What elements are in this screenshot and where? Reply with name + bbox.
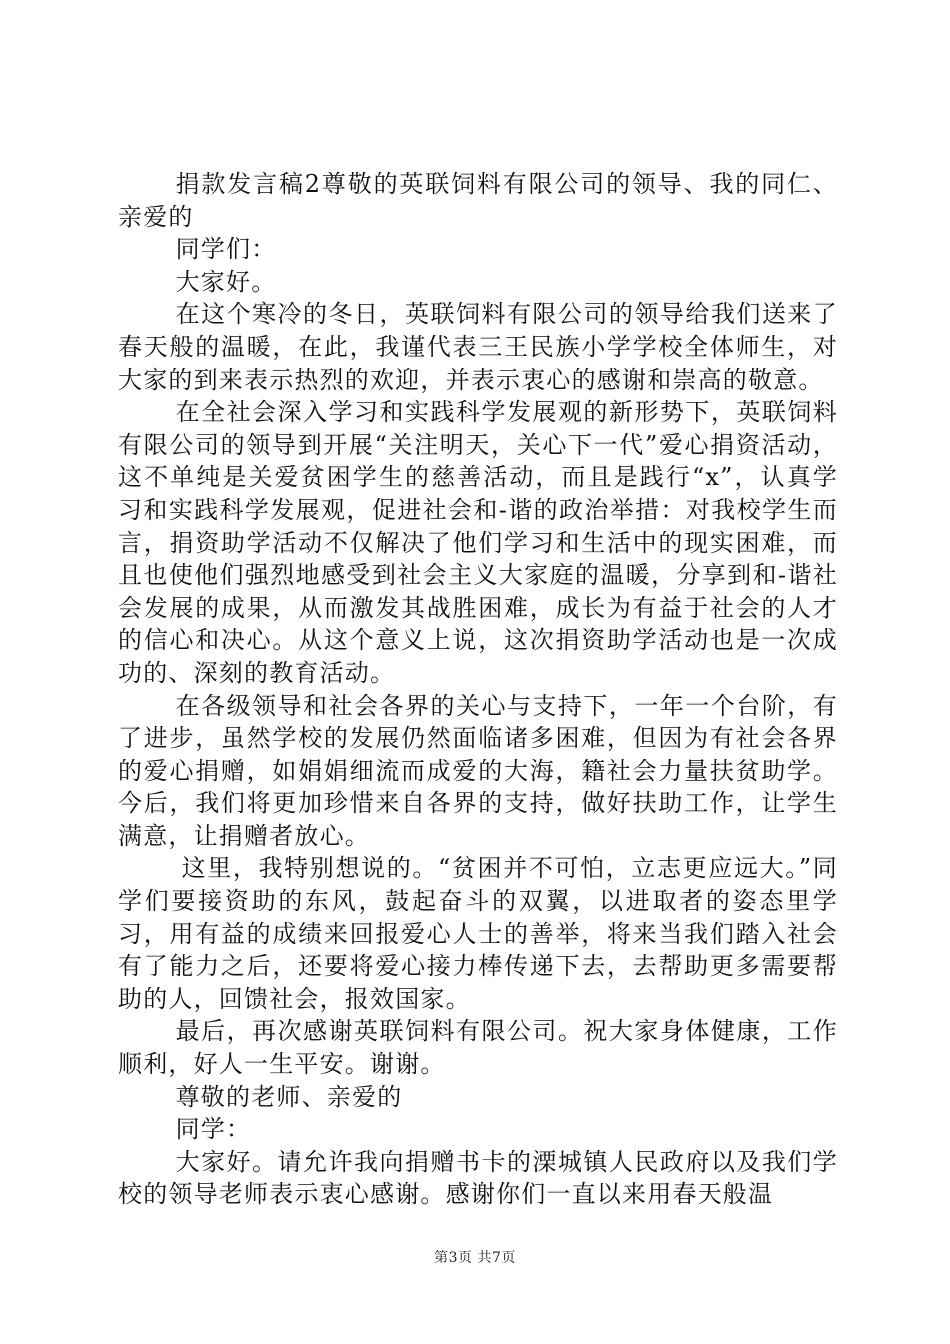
page-number-footer: 第3页 共7页 [434,1250,516,1266]
paragraph: 在各级领导和社会各界的关心与支持下，一年一个台阶，有了进步，虽然学校的发展仍然面临诸多困难，但因为有社会各界的爱心捐赠，如娟娟细流而成爱的大海，籍社会力量扶贫助学。今后，我们将更加珍惜来自各界的支持，做好扶助工作，让学生满意，让捐赠者放心。 [118,691,838,850]
paragraph: 在全社会深入学习和实践科学发展观的新形势下，英联饲料有限公司的领导到开展“关注明天，关心下一代”爱心捐资活动，这不单纯是关爱贫困学生的慈善活动，而且是践行“x”，认真学习和实践科学发展观，促进社会和-谐的政治举措：对我校学生而言，捐资助学活动不仅解决了他们学习和生活中的现实困难，而且也使他们强烈地感受到社会主义大家庭的温暖，分享到和-谐社会发展的成果，从而激发其战胜困难，成长为有益于社会的人才的信心和决心。从这个意义上说，这次捐资助学活动也是一次成功的、深刻的教育活动。 [118,398,838,687]
paragraph-salutation: 尊敬的老师、亲爱的 [175,1082,403,1111]
paragraph-salutation: 同学： [175,1115,252,1144]
paragraph: 这里，我特别想说的。“贫困并不可怕，立志更应远大。”同学们要接资助的东风，鼓起奋斗的双翼，以进取者的姿态里学习，用有益的成绩来回报爱心人士的善举，将来当我们踏入社会有了能力之后，还要将爱心接力棒传递下去，去帮助更多需要帮助的人，回馈社会，报效国家。 [118,854,838,1013]
paragraph-greeting: 大家好。 [175,267,277,296]
paragraph-salutation: 同学们： [175,235,277,264]
paragraph: 最后，再次感谢英联饲料有限公司。祝大家身体健康，工作顺利，好人一生平安。谢谢。 [118,1017,838,1079]
paragraph: 大家好。请允许我向捐赠书卡的溧城镇人民政府以及我们学校的领导老师表示衷心感谢。感谢你们一直以来用春天般温 [118,1147,838,1209]
paragraph-heading: 捐款发言稿2尊敬的英联饲料有限公司的领导、我的同仁、亲爱的 [118,170,838,231]
document-body [118,168,838,1211]
paragraph: 在这个寒冷的冬日，英联饲料有限公司的领导给我们送来了春天般的温暖，在此，我谨代表三王民族小学学校全体师生，对大家的到来表示热烈的欢迎，并表示衷心的感谢和崇高的敬意。 [118,300,838,394]
